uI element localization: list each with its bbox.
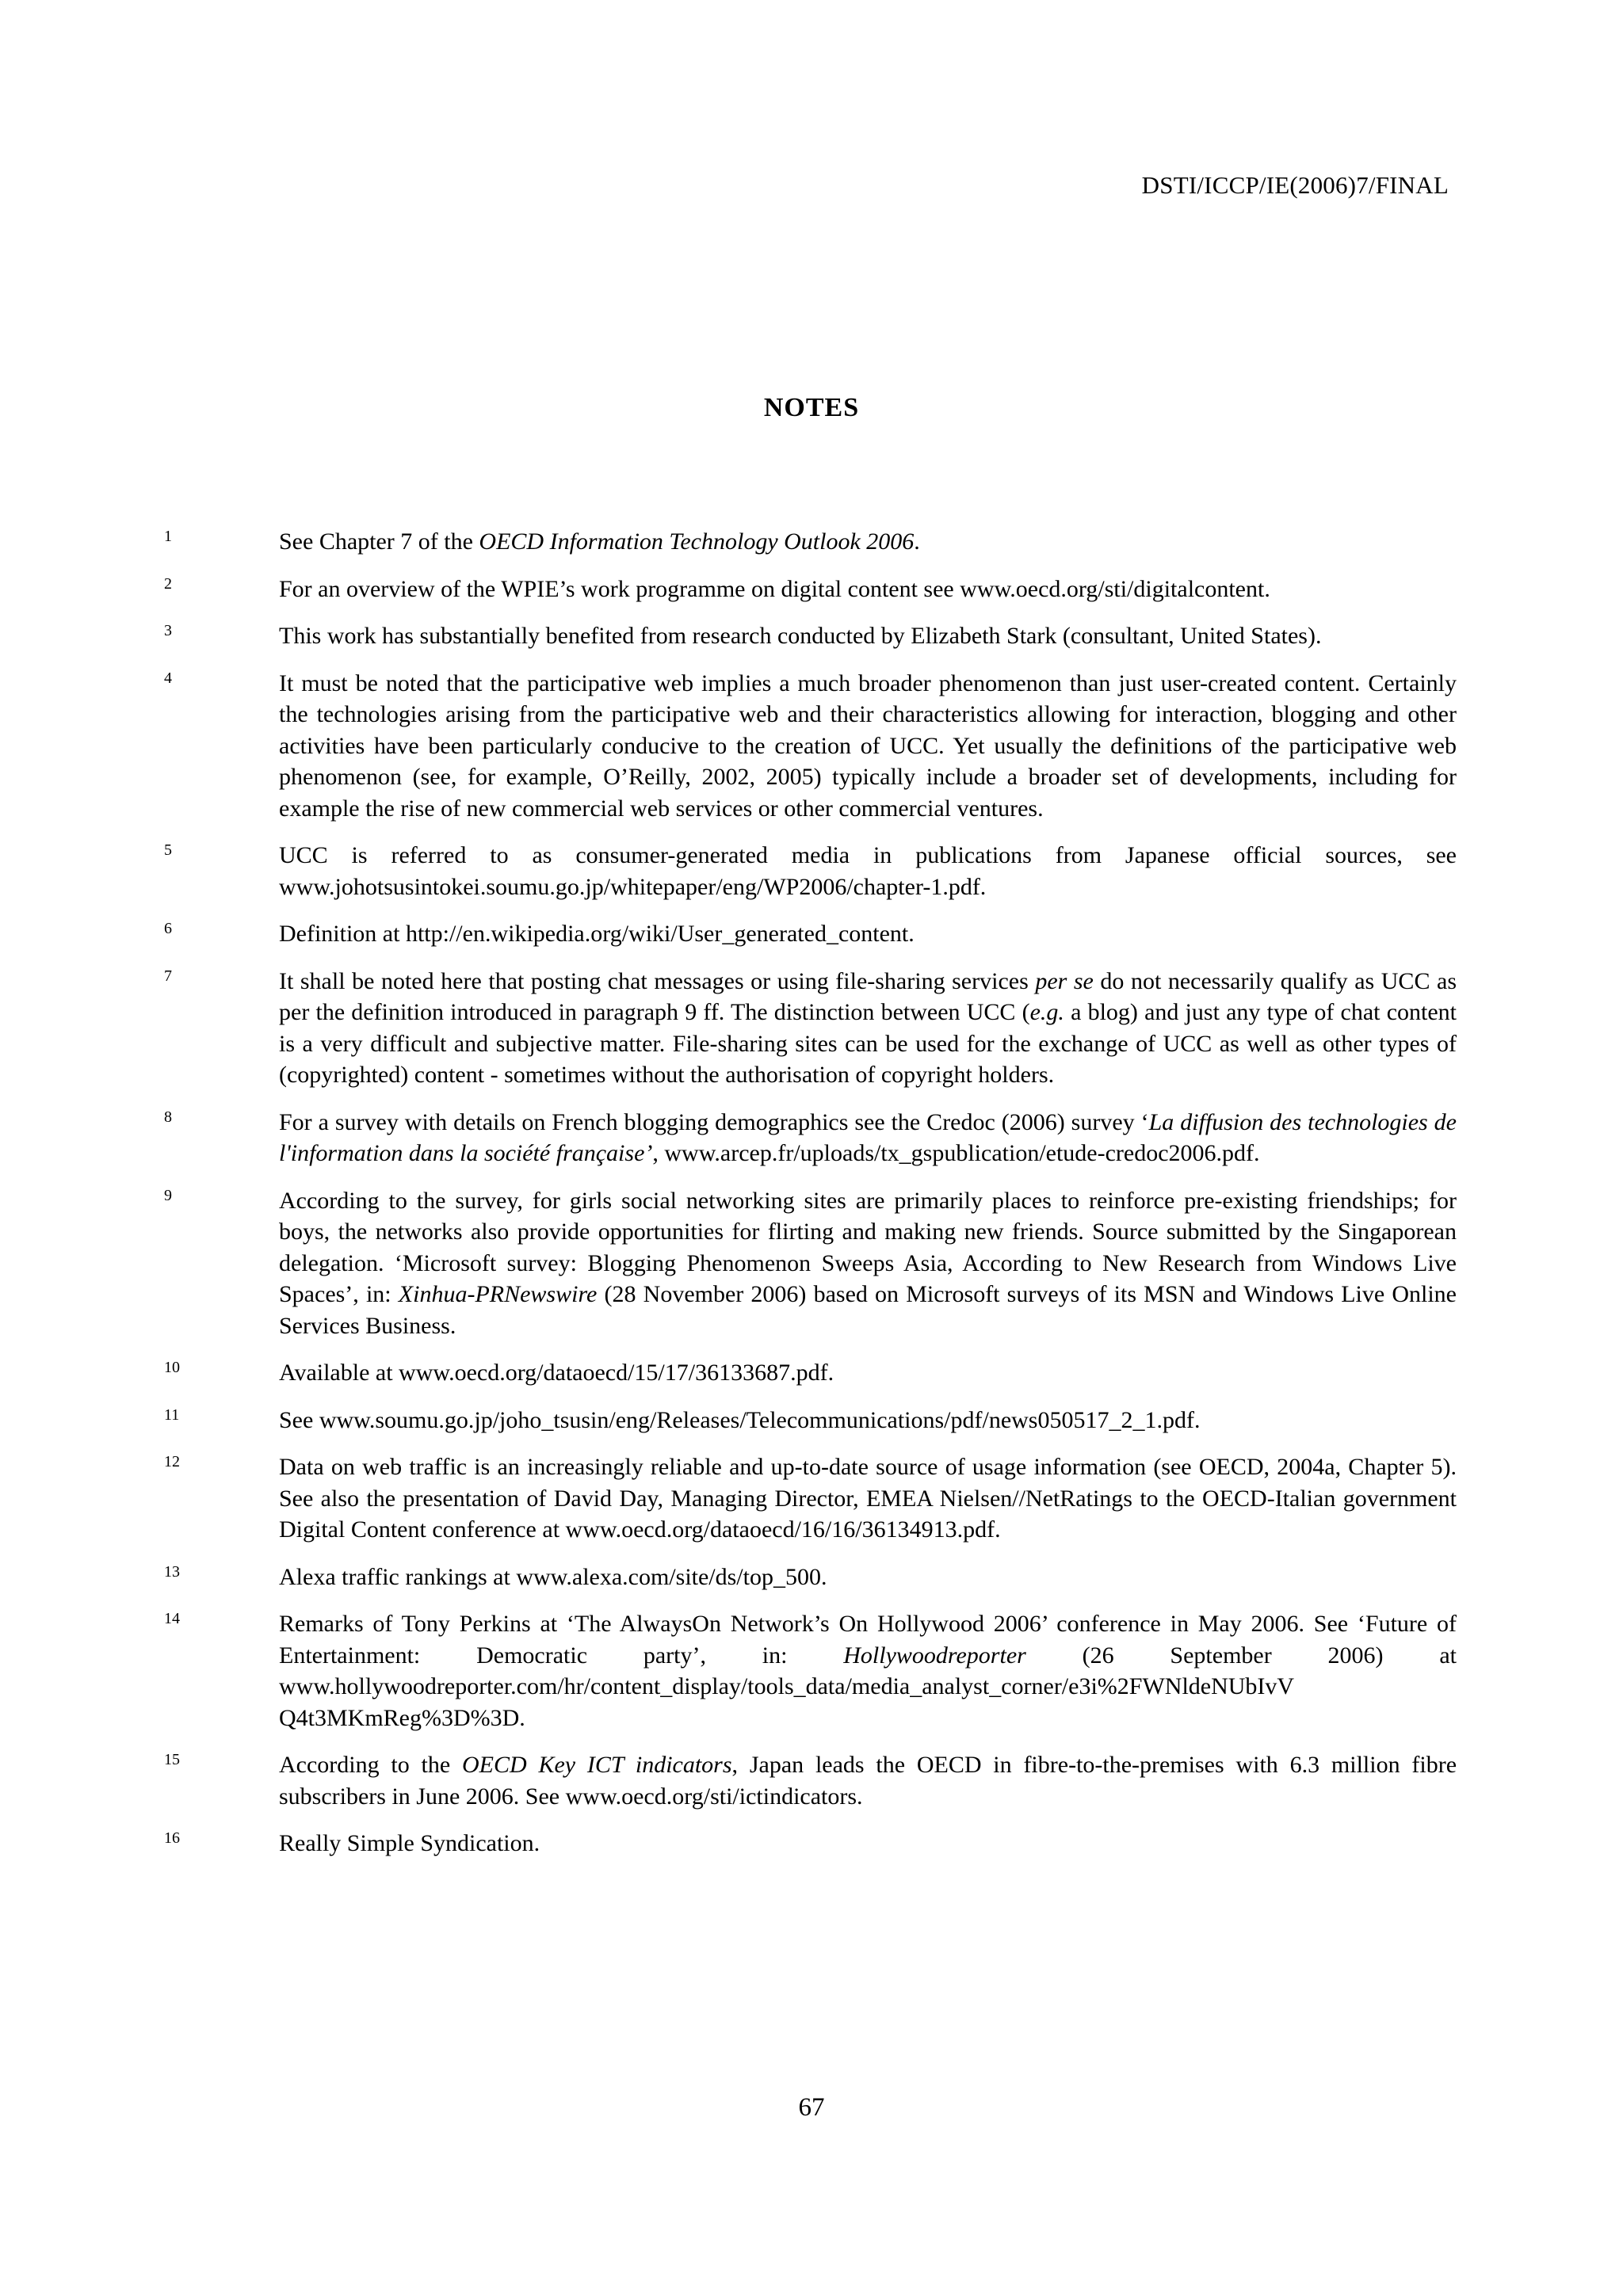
footnote-italic-segment: OECD Key ICT indicators: [462, 1752, 732, 1778]
footnote-text: [279, 1185, 1457, 1342]
footnote-italic-segment: per se: [1035, 967, 1094, 994]
footnote-segment: Data on web traffic is an increasingly reliable and up-to-date source of usage information (see OECD, 2004a, Chapter 5). See also the presentation of David Day, Managing Director, EMEA Nielsen//NetRatings to the OECD-Italian government Digital Content conference at www.oecd.org/dataoecd/16/16/36134913.pdf.: [279, 1454, 1457, 1543]
footnote-segment: Definition at http://en.wikipedia.org/wiki/User_generated_content.: [279, 921, 915, 947]
footnote-text: [279, 840, 1457, 902]
footnote-text: [279, 526, 1457, 558]
footnote-segment: Alexa traffic rankings at www.alexa.com/site/ds/top_500.: [279, 1563, 827, 1590]
footnote-number: 5: [164, 841, 172, 859]
footnote-segment: See Chapter 7 of the: [279, 528, 479, 555]
footnote-number: 14: [164, 1610, 180, 1627]
footnote-text: [279, 620, 1457, 652]
footnote-item: [0, 620, 1457, 652]
footnote-italic-segment: Hollywoodreporter: [843, 1642, 1026, 1669]
footnote-segment: Really Simple Syndication.: [279, 1830, 540, 1856]
footnote-item: [0, 1185, 1457, 1342]
footnote-text: [279, 918, 1457, 950]
footnote-segment: According to the: [279, 1752, 463, 1778]
footnote-text: [279, 966, 1457, 1091]
footnote-text: [279, 1451, 1457, 1546]
footnote-item: [0, 574, 1457, 605]
footnote-number: 11: [164, 1405, 180, 1424]
footnote-text: [279, 668, 1457, 825]
footnote-segment: , Japan leads the OECD in fibre-to-the-premises with 6.3 million fibre subscribers in June 2006. See www.oecd.org/sti/ictindicators.: [279, 1752, 1457, 1810]
footnote-item: [0, 966, 1457, 1091]
footnote-number: 8: [164, 1108, 172, 1126]
footnote-segment: It shall be noted here that posting chat messages or using file-sharing services: [279, 967, 1036, 994]
footnote-segment: According to the survey, for girls social networking sites are primarily places to reinforce pre-existing friendships; for boys, the networks also provide opportunities for flirting and making new friends. Source submitted by the Singaporean delegation. ‘Microsoft survey: Blogging Phenomenon Sweeps Asia, According to New Research from Windows Live Spaces’, in:: [279, 1187, 1457, 1307]
footnote-segment: It must be noted that the participative web implies a much broader phenomenon than just user-created content. Certainly the technologies arising from the participative web and their characteristics allowing for interaction, blogging and other activities have been particularly conducive to the creation of UCC. Yet usually the definitions of the participative web phenomenon (see, for example, O’Reilly, 2002, 2005) typically include a broader set of developments, including for example the rise of new commercial web services or other commercial ventures.: [279, 669, 1457, 822]
footnote-item: [0, 1405, 1457, 1436]
footnote-number: 12: [164, 1453, 180, 1470]
footnote-item: [0, 918, 1457, 950]
footnote-item: [0, 1749, 1457, 1812]
footnote-text: [279, 574, 1457, 605]
footnote-item: [0, 1357, 1457, 1389]
footnote-segment: For an overview of the WPIE’s work programme on digital content see www.oecd.org/sti/digitalcontent.: [279, 575, 1270, 602]
footnote-segment: (26 September 2006) at www.hollywoodreporter.com/hr/content_display/tools_data/media_analyst_corner/e3i%2FWNldeNUbIvV Q4t3MKmReg%3D%3D.: [279, 1642, 1457, 1731]
footnote-item: [0, 840, 1457, 902]
footnote-item: [0, 1107, 1457, 1169]
footnote-item: [0, 1608, 1457, 1733]
footnote-number: 7: [164, 967, 172, 985]
footnote-text: [279, 1562, 1457, 1593]
footnote-italic-segment: e.g.: [1029, 999, 1064, 1025]
footnote-segment: (28 November 2006) based on Microsoft surveys of its MSN and Windows Live Online Services Business.: [279, 1281, 1457, 1339]
footnote-segment: do not necessarily qualify as UCC as per the definition introduced in paragraph 9 ff. The distinction between UCC (: [279, 967, 1457, 1025]
footnote-text: [279, 1749, 1457, 1812]
footnote-italic-segment: OECD Information Technology Outlook 2006: [479, 528, 915, 555]
footnote-number: 13: [164, 1562, 180, 1581]
footnote-segment: UCC is referred to as consumer-generated media in publications from Japanese official sources, see www.johotsusintokei.soumu.go.jp/whitepaper/eng/WP2006/chapter-1.pdf.: [279, 842, 1457, 900]
document-code: DSTI/ICCP/IE(2006)7/FINAL: [1141, 171, 1449, 199]
footnote-segment: See www.soumu.go.jp/joho_tsusin/eng/Releases/Telecommunications/pdf/news050517_2_1.pdf.: [279, 1406, 1201, 1433]
footnote-segment: For a survey with details on French blogging demographics see the Credoc (2006) survey ‘: [279, 1108, 1149, 1135]
footnote-item: [0, 1828, 1457, 1859]
notes-list: [0, 526, 1623, 1875]
footnote-number: 10: [164, 1359, 180, 1376]
footnote-segment: This work has substantially benefited from research conducted by Elizabeth Stark (consultant, United States).: [279, 623, 1322, 649]
footnote-number: 9: [164, 1186, 172, 1204]
footnote-segment: Remarks of Tony Perkins at ‘The AlwaysOn Network’s On Hollywood 2006’ conference in May 2006. See ‘Future of Entertainment: Democratic party’, in:: [279, 1611, 1457, 1669]
footnote-number: 3: [164, 622, 172, 639]
footnote-item: [0, 1562, 1457, 1593]
footnote-number: 15: [164, 1751, 180, 1768]
footnote-segment: .: [914, 528, 920, 555]
footnote-number: 2: [164, 574, 172, 593]
footnote-item: [0, 526, 1457, 558]
footnote-text: [279, 1107, 1457, 1169]
footnote-number: 16: [164, 1829, 180, 1847]
footnote-number: 4: [164, 669, 172, 687]
footnote-item: [0, 668, 1457, 825]
footnote-italic-segment: Xinhua-PRNewswire: [398, 1281, 598, 1307]
footnote-text: [279, 1608, 1457, 1733]
footnote-number: 1: [164, 528, 172, 545]
footnote-segment: a blog) and just any type of chat content is a very difficult and subjective matter. File-sharing sites can be used for the exchange of UCC as well as other types of (copyrighted) content - sometimes without the authorisation of copyright holders.: [279, 999, 1457, 1088]
page-number: 67: [798, 2093, 825, 2122]
footnote-text: [279, 1828, 1457, 1859]
page-title: NOTES: [763, 393, 860, 422]
footnote-segment: Available at www.oecd.org/dataoecd/15/17/36133687.pdf.: [279, 1360, 834, 1386]
footnote-item: [0, 1451, 1457, 1546]
footnote-text: [279, 1357, 1457, 1389]
footnote-text: [279, 1405, 1457, 1436]
footnote-italic-segment: La diffusion des technologies de l'information dans la société française’: [279, 1108, 1457, 1166]
footnote-segment: , www.arcep.fr/uploads/tx_gspublication/etude-credoc2006.pdf.: [652, 1140, 1260, 1166]
footnote-number: 6: [164, 920, 172, 937]
